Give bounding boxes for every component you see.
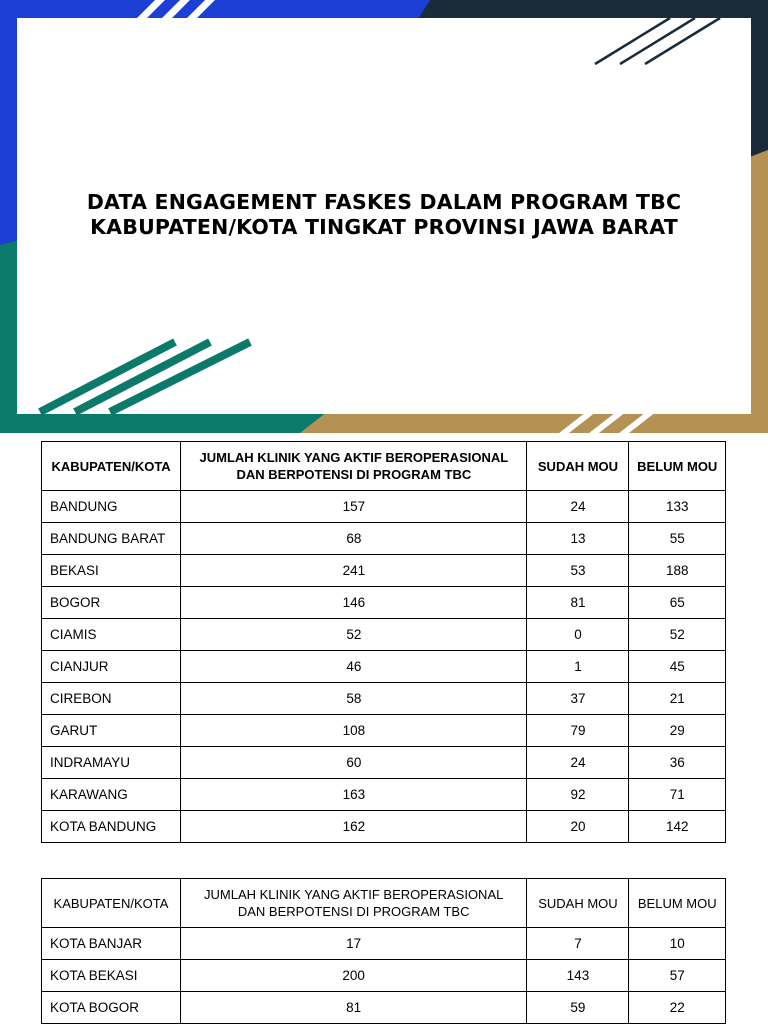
table-row xyxy=(42,523,726,555)
cell-belum: 55 xyxy=(629,523,726,555)
cell-sudah: 59 xyxy=(527,992,629,1024)
cell-belum: 22 xyxy=(629,992,726,1024)
header-jumlah-klinik: JUMLAH KLINIK YANG AKTIF BEROPERASIONAL DAN BERPOTENSI DI PROGRAM TBC xyxy=(180,879,526,928)
cell-sudah: 7 xyxy=(527,928,629,960)
cell-belum: 29 xyxy=(629,715,726,747)
cell-name: CIREBON xyxy=(42,683,181,715)
cell-name: KOTA BOGOR xyxy=(42,992,181,1024)
cell-jumlah: 17 xyxy=(180,928,526,960)
cell-belum: 45 xyxy=(629,651,726,683)
cell-jumlah: 60 xyxy=(181,747,527,779)
cell-jumlah: 58 xyxy=(181,683,527,715)
cell-name: BANDUNG BARAT xyxy=(42,523,181,555)
cell-sudah: 24 xyxy=(527,491,629,523)
table-row xyxy=(42,992,726,1024)
header-jumlah-klinik: JUMLAH KLINIK YANG AKTIF BEROPERASIONAL DAN BERPOTENSI DI PROGRAM TBC xyxy=(181,442,527,491)
cell-sudah: 1 xyxy=(527,651,629,683)
table-row xyxy=(42,619,726,651)
cell-name: KARAWANG xyxy=(42,779,181,811)
table-row xyxy=(42,555,726,587)
table-row xyxy=(42,683,726,715)
cell-sudah: 143 xyxy=(527,960,629,992)
cell-sudah: 81 xyxy=(527,587,629,619)
cell-jumlah: 200 xyxy=(180,960,526,992)
header-sudah-mou: SUDAH MOU xyxy=(527,879,629,928)
table-header-row xyxy=(42,879,726,928)
table-row xyxy=(42,811,726,843)
cell-sudah: 53 xyxy=(527,555,629,587)
cell-sudah: 13 xyxy=(527,523,629,555)
cell-belum: 142 xyxy=(629,811,726,843)
cell-jumlah: 146 xyxy=(181,587,527,619)
header-sudah-mou: SUDAH MOU xyxy=(527,442,629,491)
header-kabupaten: KABUPATEN/KOTA xyxy=(42,442,181,491)
header-belum-mou: BELUM MOU xyxy=(629,879,726,928)
cell-sudah: 37 xyxy=(527,683,629,715)
cell-jumlah: 46 xyxy=(181,651,527,683)
cell-sudah: 20 xyxy=(527,811,629,843)
cell-sudah: 79 xyxy=(527,715,629,747)
cell-name: CIANJUR xyxy=(42,651,181,683)
cell-name: KOTA BANJAR xyxy=(42,928,181,960)
cell-name: CIAMIS xyxy=(42,619,181,651)
table-row xyxy=(42,960,726,992)
cell-name: KOTA BANDUNG xyxy=(42,811,181,843)
title-line-2: KABUPATEN/KOTA TINGKAT PROVINSI JAWA BARAT xyxy=(90,215,678,239)
slide-title xyxy=(17,190,751,240)
cell-jumlah: 81 xyxy=(180,992,526,1024)
cell-name: KOTA BEKASI xyxy=(42,960,181,992)
cell-name: INDRAMAYU xyxy=(42,747,181,779)
cell-jumlah: 163 xyxy=(181,779,527,811)
cell-belum: 21 xyxy=(629,683,726,715)
table-row xyxy=(42,747,726,779)
cell-belum: 36 xyxy=(629,747,726,779)
title-line-1: DATA ENGAGEMENT FASKES DALAM PROGRAM TBC xyxy=(86,190,682,214)
table-header-row xyxy=(42,442,726,491)
table-row xyxy=(42,651,726,683)
table-row xyxy=(42,587,726,619)
cell-jumlah: 68 xyxy=(181,523,527,555)
cell-name: BEKASI xyxy=(42,555,181,587)
header-belum-mou: BELUM MOU xyxy=(629,442,726,491)
cell-name: GARUT xyxy=(42,715,181,747)
cell-sudah: 24 xyxy=(527,747,629,779)
cell-belum: 188 xyxy=(629,555,726,587)
table-row xyxy=(42,715,726,747)
cell-belum: 10 xyxy=(629,928,726,960)
cell-jumlah: 52 xyxy=(181,619,527,651)
cell-belum: 57 xyxy=(629,960,726,992)
cell-sudah: 92 xyxy=(527,779,629,811)
cell-belum: 71 xyxy=(629,779,726,811)
header-kabupaten: KABUPATEN/KOTA xyxy=(42,879,181,928)
title-slide xyxy=(0,0,768,433)
table-row xyxy=(42,491,726,523)
cell-jumlah: 162 xyxy=(181,811,527,843)
cell-sudah: 0 xyxy=(527,619,629,651)
table-row xyxy=(42,779,726,811)
cell-name: BOGOR xyxy=(42,587,181,619)
cell-jumlah: 157 xyxy=(181,491,527,523)
cell-belum: 52 xyxy=(629,619,726,651)
cell-belum: 65 xyxy=(629,587,726,619)
cell-jumlah: 241 xyxy=(181,555,527,587)
table-row xyxy=(42,928,726,960)
cell-name: BANDUNG xyxy=(42,491,181,523)
cell-belum: 133 xyxy=(629,491,726,523)
engagement-table-2 xyxy=(41,878,726,1024)
cell-jumlah: 108 xyxy=(181,715,527,747)
engagement-table-1 xyxy=(41,441,726,843)
